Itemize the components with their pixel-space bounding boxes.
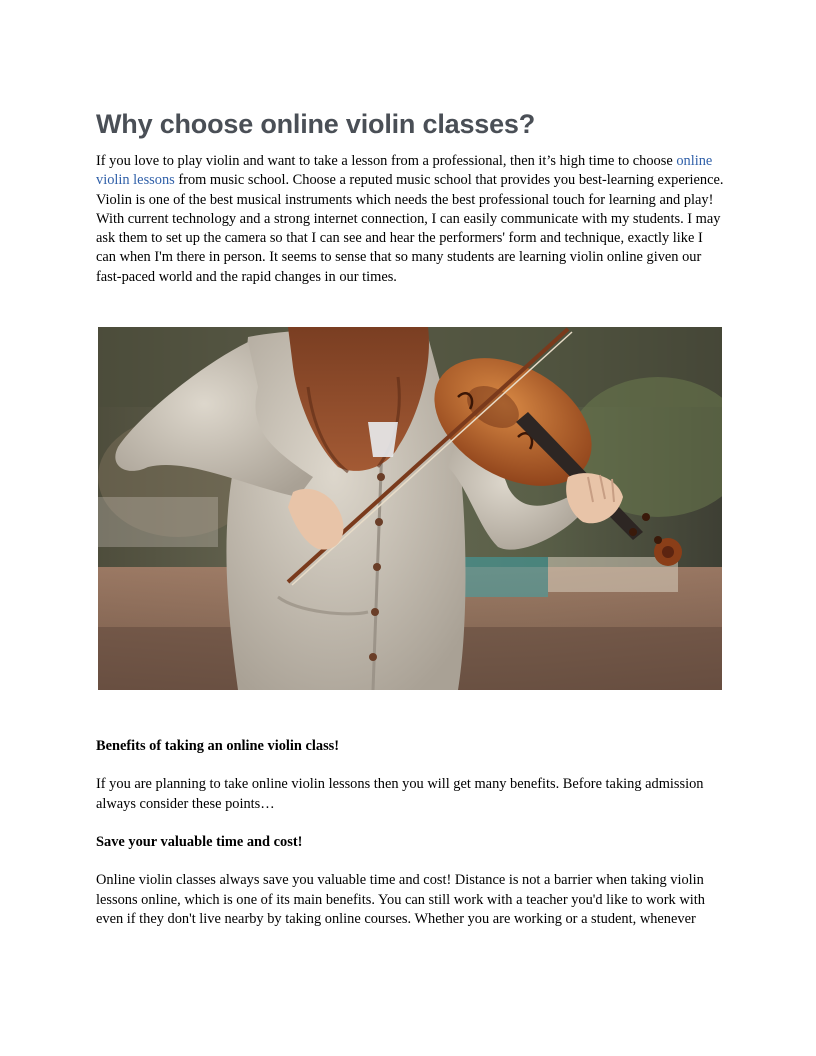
benefits-heading: Benefits of taking an online violin class!: [96, 738, 340, 755]
page-title: Why choose online violin classes?: [96, 109, 536, 139]
benefits-intro: If you are planning to take online violin lessons then you will get many benefits. Before taking admission always consider these points…: [96, 776, 704, 812]
document-page: [96, 104, 724, 929]
intro-text-end: from music school. Choose a reputed music school that provides you best-learning experience. Violin is one of the best musical instruments which needs the best professional touch for learning and play! With current technology and a strong internet connection, I can easily communicate with my students. I may ask them to set up the camera so that I can see and hear the performers' form and technique, exactly like I can when I'm there in person. It seems to sense that so many students are learning violin online given our fast-paced world and the rapid changes in our times.: [96, 172, 724, 285]
intro-text-start: If you love to play violin and want to take a lesson from a professional, then it’s high time to choose: [96, 153, 677, 169]
intro-paragraph: [96, 152, 724, 287]
violin-player-illustration: [98, 327, 722, 690]
violin-player-photo: [98, 327, 722, 690]
save-body: Online violin classes always save you valuable time and cost! Distance is not a barrier when taking violin lessons online, which is one of its main benefits. You can still work with a teacher you'd like to work with even if they don't live nearby by taking online courses. Whether you are working or a student, whenever: [96, 872, 705, 927]
save-heading: Save your valuable time and cost!: [96, 833, 303, 850]
online-violin-lessons-link[interactable]: online violin lessons: [96, 153, 713, 189]
